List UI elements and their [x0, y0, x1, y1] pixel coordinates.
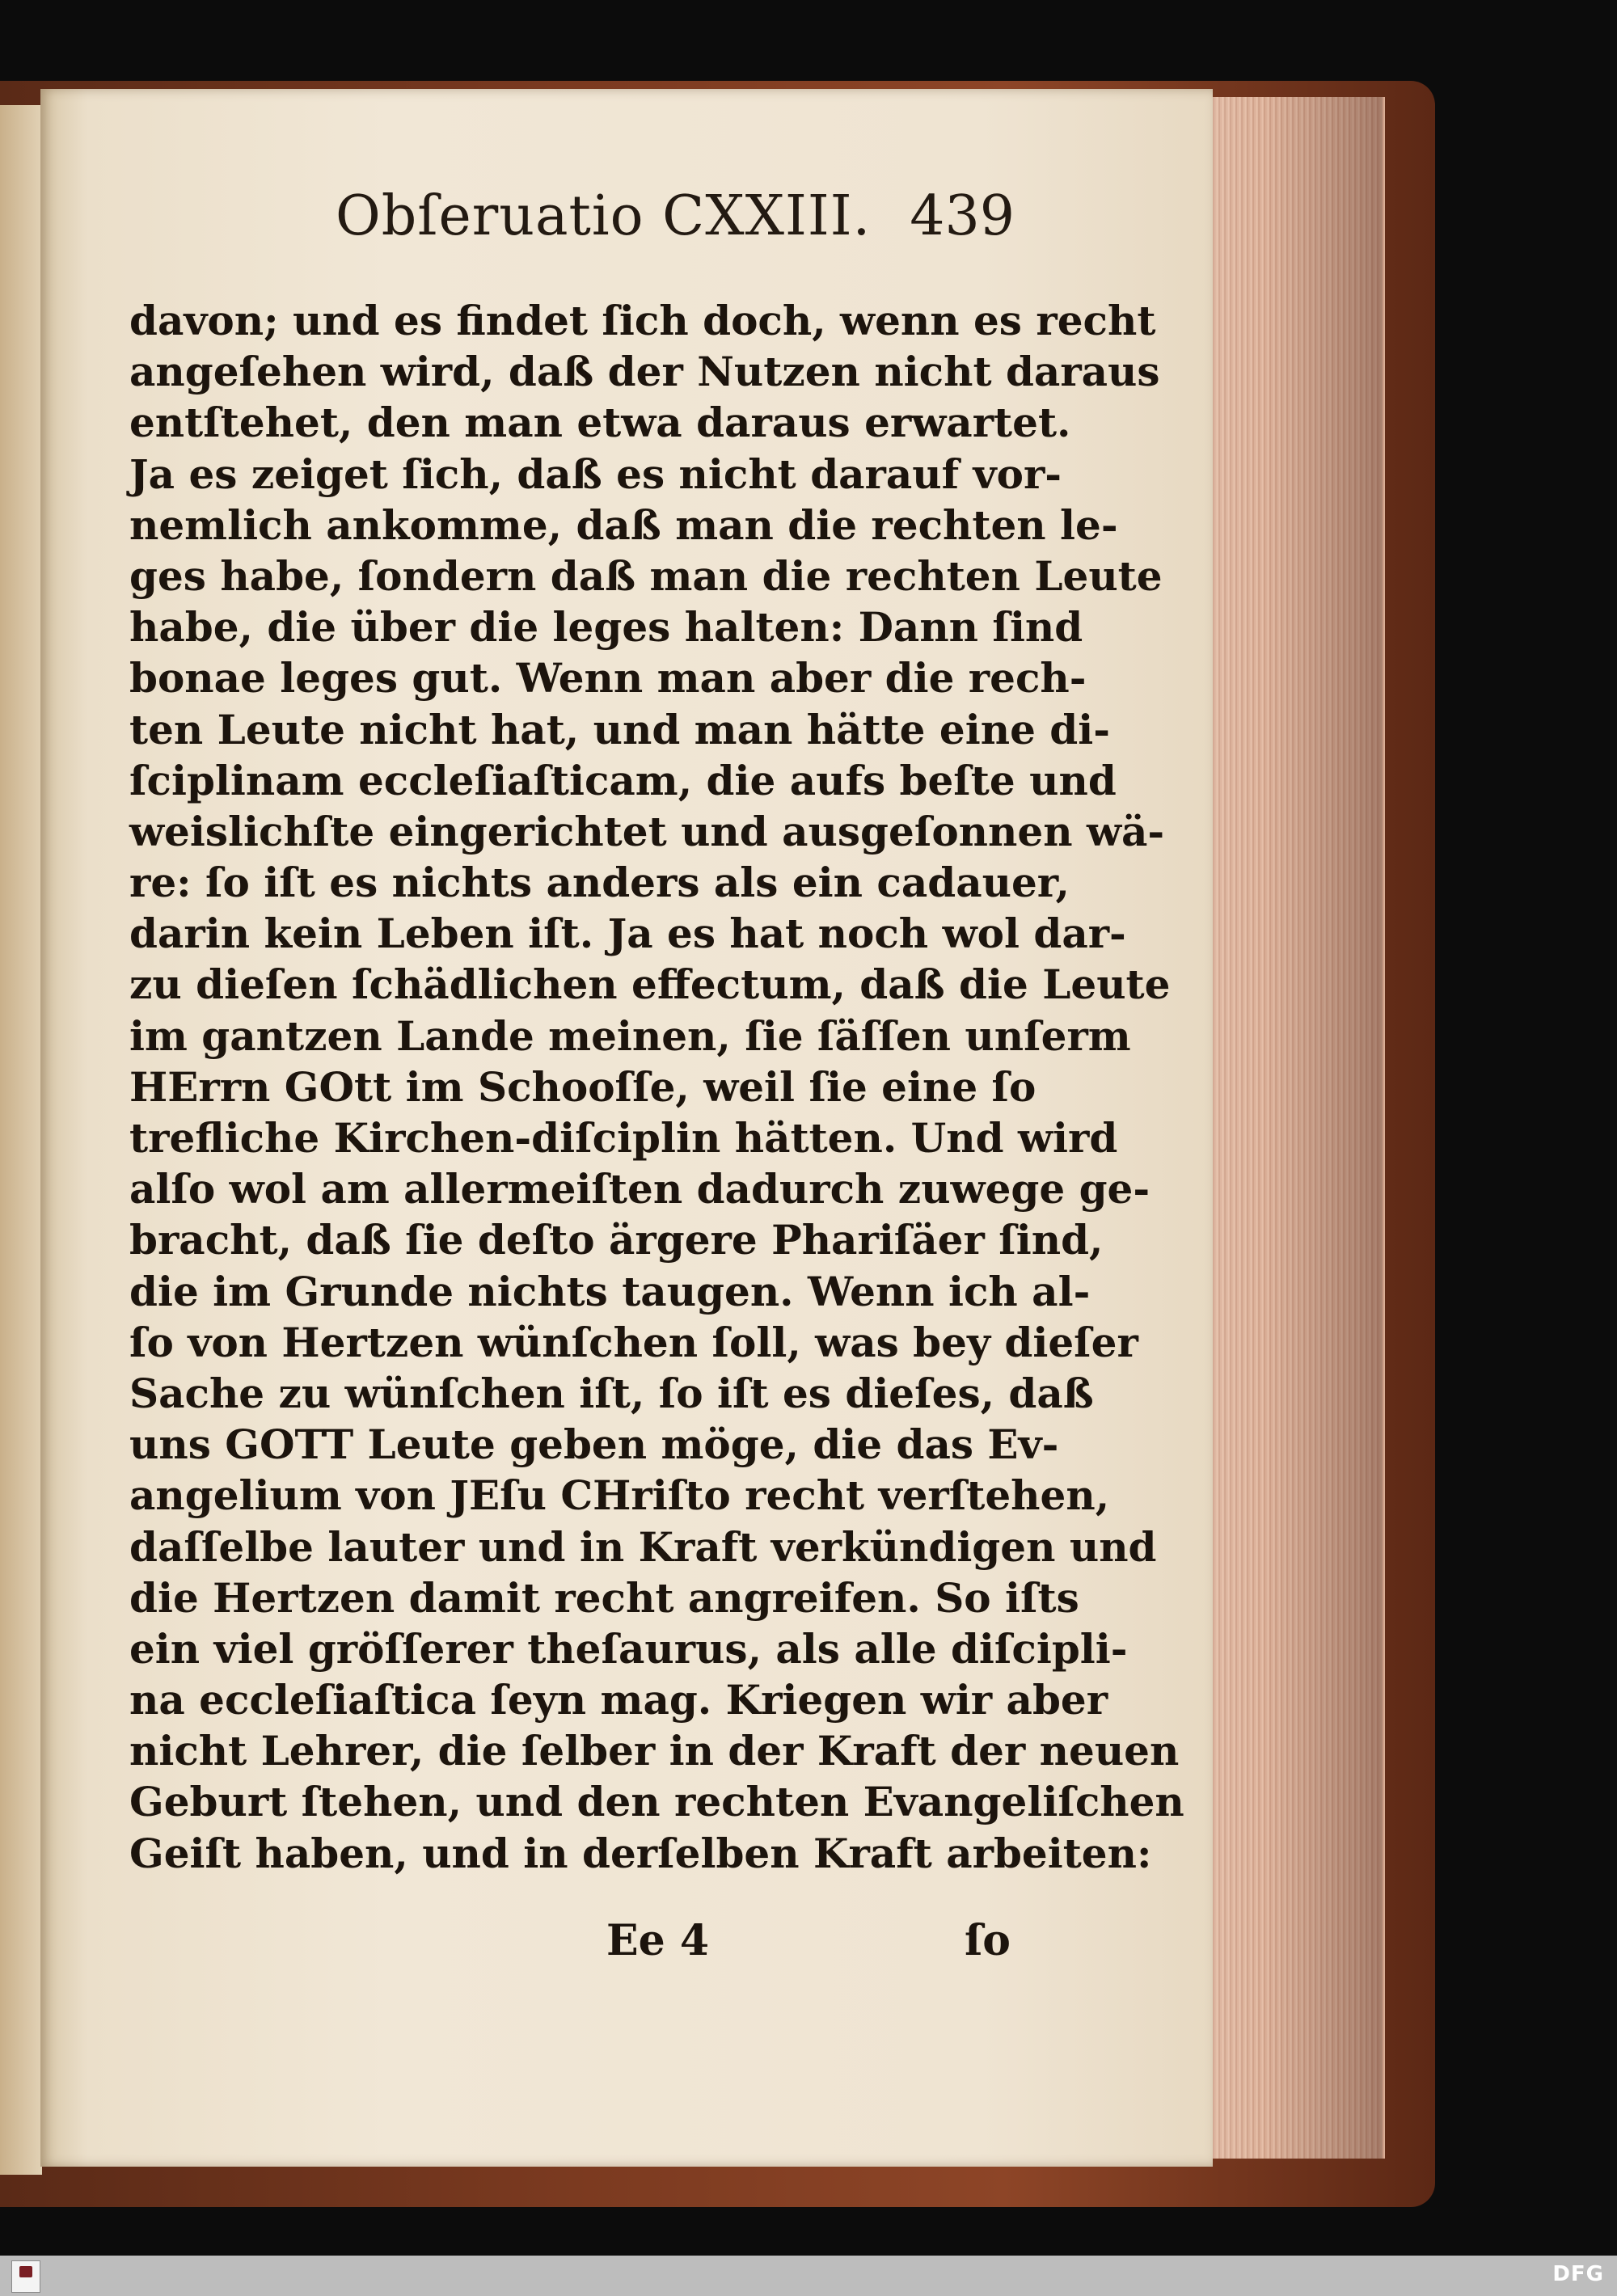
dfg-logo: DFG — [1552, 2262, 1604, 2286]
text-line: Geburt ſtehen, und den rechten Evangeliſchen — [129, 1778, 1184, 1826]
text-line: na eccleſiaſtica ſeyn mag. Kriegen wir aber — [129, 1676, 1108, 1724]
text-line: HErrn GOtt im Schooſſe, weil ſie eine ſo — [129, 1062, 1036, 1111]
text-line: die im Grunde nichts taugen. Wenn ich al- — [129, 1267, 1091, 1315]
page-footer — [129, 1916, 1011, 1973]
text-line: ſciplinam eccleſiaſticam, die aufs beſte und — [129, 756, 1117, 804]
text-line: angeſehen wird, daß der Nutzen nicht daraus — [129, 348, 1160, 396]
text-line: uns GOTT Leute geben möge, die das Ev- — [129, 1420, 1059, 1469]
text-line: nemlich ankomme, daß man die rechten le- — [129, 500, 1118, 549]
text-line: die Hertzen damit recht angreifen. So iſts — [129, 1573, 1079, 1622]
text-line: weislichſte eingerichtet und ausgeſonnen wä- — [129, 807, 1165, 855]
text-line: angelium von JEſu CHriſto recht verſtehen, — [129, 1471, 1110, 1520]
text-line: alſo wol am allermeiſten dadurch zuwege ge- — [129, 1165, 1150, 1213]
text-line: ein viel gröſſerer theſaurus, als alle diſcipli- — [129, 1624, 1128, 1673]
text-line: ſo von Hertzen wünſchen ſoll, was bey dieſer — [129, 1318, 1138, 1366]
text-line: entſtehet, den man etwa daraus erwartet. — [129, 399, 1071, 447]
text-line: bonae leges gut. Wenn man aber die rech- — [129, 654, 1087, 703]
text-line: im gantzen Lande meinen, ſie ſäſſen unſerm — [129, 1011, 1131, 1060]
text-line: zu dieſen ſchädlichen effectum, daß die Leute — [129, 960, 1171, 1009]
text-line: Sache zu wünſchen iſt, ſo iſt es dieſes, daß — [129, 1369, 1094, 1417]
text-line: habe, die über die leges halten: Dann ſind — [129, 603, 1083, 652]
body-text — [129, 295, 1184, 1879]
text-line: Ja es zeiget ſich, daß es nicht darauf vor- — [129, 449, 1062, 498]
text-line: trefliche Kirchen-diſciplin hätten. Und wird — [129, 1114, 1118, 1162]
library-logo-icon — [11, 2260, 40, 2293]
text-line: nicht Lehrer, die ſelber in der Kraft der neuen — [129, 1727, 1180, 1775]
viewer-bottom-bar — [0, 2256, 1617, 2296]
signature-mark: Ee 4 — [606, 1916, 710, 1965]
left-page-edge — [0, 105, 42, 2175]
text-line: Geiſt haben, und in derſelben Kraft arbeiten: — [129, 1829, 1152, 1877]
page-number: 439 — [910, 184, 1015, 248]
running-title: Obſeruatio CXXIII. — [336, 184, 872, 248]
catchword: ſo — [964, 1916, 1011, 1965]
text-line: ges habe, ſondern daß man die rechten Leute — [129, 551, 1163, 600]
text-line: daſſelbe lauter und in Kraft verkündigen und — [129, 1522, 1157, 1571]
text-line: darin kein Leben iſt. Ja es hat noch wol dar- — [129, 910, 1126, 958]
page-header — [336, 184, 1015, 257]
page-edges-shade — [1184, 97, 1383, 2159]
text-line: bracht, daß ſie deſto ärgere Phariſäer ſind, — [129, 1216, 1104, 1264]
text-line: davon; und es findet ſich doch, wenn es recht — [129, 297, 1156, 344]
text-line: re: ſo iſt es nichts anders als ein cadauer, — [129, 859, 1070, 907]
text-line: ten Leute nicht hat, und man hätte eine di- — [129, 705, 1110, 753]
